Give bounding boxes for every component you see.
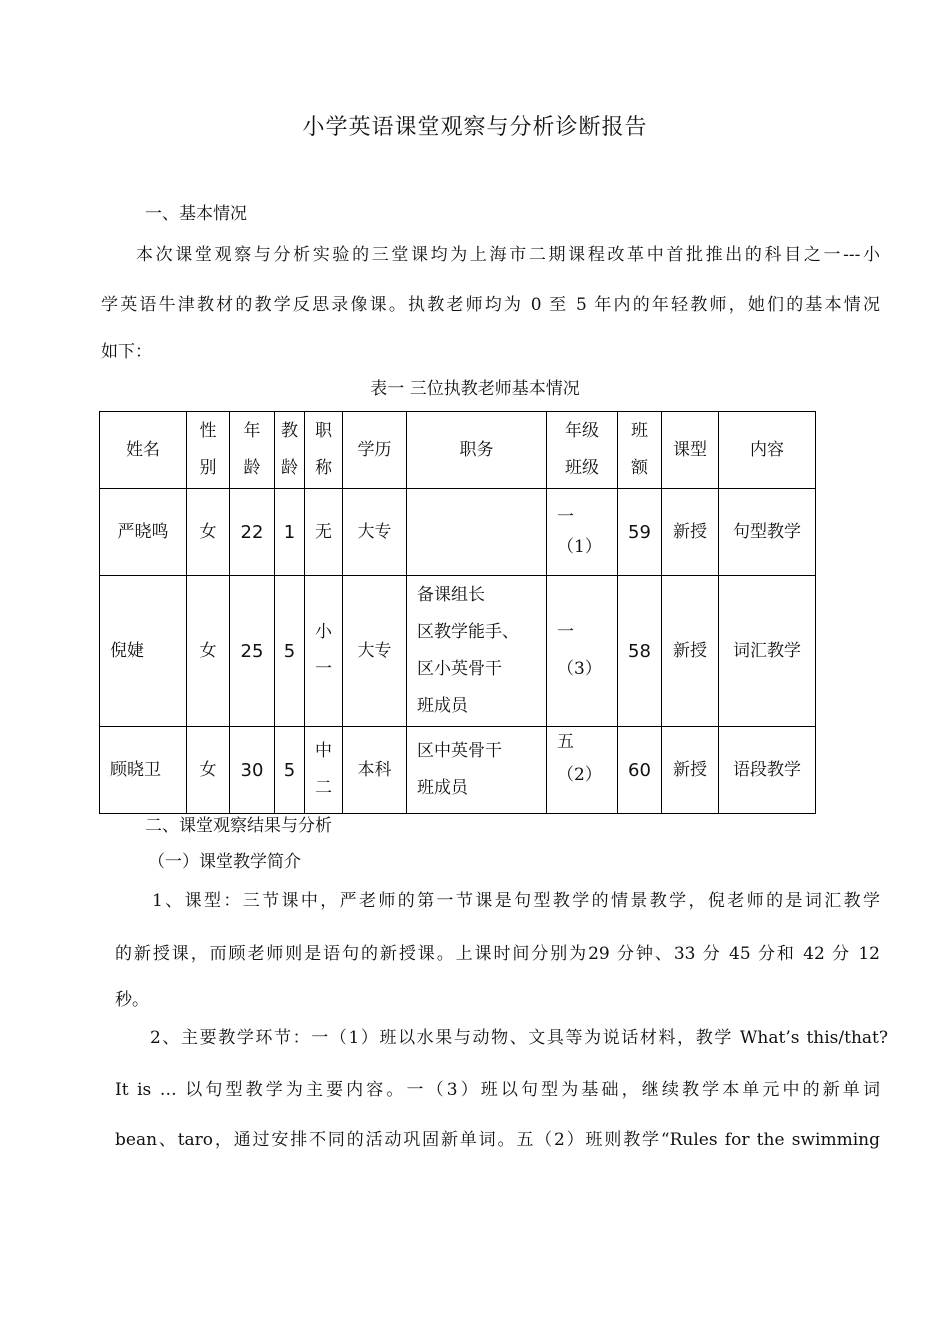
cell-position-3: 区小英骨干	[417, 659, 502, 679]
cell-grade-2: （1）	[557, 537, 602, 557]
header-education: 学历	[343, 412, 407, 489]
paragraph-line: 如下：	[101, 342, 152, 362]
cell-teach-age: 5	[275, 576, 305, 727]
cell-title	[305, 727, 343, 814]
section-heading-observation: 二、课堂观察结果与分析	[145, 816, 332, 836]
paragraph-line: 2、主要教学环节：一（1）班以水果与动物、文具等为说话材料，教学 What’s this/that?	[150, 1028, 888, 1048]
header-teach-age-1: 教	[281, 421, 298, 441]
cell-grade	[547, 727, 618, 814]
cell-age: 30	[230, 727, 275, 814]
header-gender-2: 别	[199, 458, 217, 478]
table-row	[100, 489, 816, 576]
cell-grade-1: 五	[557, 732, 574, 752]
header-age-1: 年	[243, 421, 261, 441]
header-name: 姓名	[100, 412, 187, 489]
cell-name: 严晓鸣	[100, 489, 187, 576]
page-title: 小学英语课堂观察与分析诊断报告	[302, 115, 648, 140]
cell-age: 25	[230, 576, 275, 727]
table-row	[100, 576, 816, 727]
header-lesson-type: 课型	[662, 412, 719, 489]
cell-name: 倪婕	[100, 576, 187, 727]
cell-grade-2: （3）	[557, 659, 602, 679]
cell-title-1: 中	[315, 741, 332, 761]
cell-size: 58	[618, 576, 662, 727]
cell-position-1: 备课组长	[417, 585, 485, 605]
cell-title-2: 二	[315, 778, 332, 798]
header-size	[618, 412, 662, 489]
cell-teach-age: 1	[275, 489, 305, 576]
cell-name: 顾晓卫	[100, 727, 187, 814]
cell-size: 60	[618, 727, 662, 814]
header-grade	[547, 412, 618, 489]
cell-teach-age: 5	[275, 727, 305, 814]
paragraph-line: 学英语牛津教材的教学反思录像课。执教老师均为 0 至 5 年内的年轻教师，她们的基本情况	[101, 295, 880, 315]
cell-gender: 女	[187, 489, 230, 576]
cell-education: 本科	[343, 727, 407, 814]
cell-grade-2: （2）	[557, 765, 602, 785]
header-title-2: 称	[315, 458, 332, 478]
header-age-2: 龄	[243, 458, 261, 478]
cell-title	[305, 576, 343, 727]
cell-position-2: 区教学能手、	[417, 622, 519, 642]
cell-content: 句型教学	[719, 489, 816, 576]
cell-lesson-type: 新授	[662, 576, 719, 727]
cell-position-2: 班成员	[417, 778, 468, 798]
cell-size: 59	[618, 489, 662, 576]
table-row	[100, 727, 816, 814]
section-heading-basic: 一、基本情况	[145, 204, 247, 224]
header-gender	[187, 412, 230, 489]
cell-title-1: 小	[315, 622, 332, 642]
header-grade-1: 年级	[565, 421, 599, 441]
cell-title: 无	[305, 489, 343, 576]
header-age	[230, 412, 275, 489]
cell-education: 大专	[343, 576, 407, 727]
cell-gender: 女	[187, 727, 230, 814]
cell-lesson-type: 新授	[662, 727, 719, 814]
header-size-2: 额	[631, 458, 648, 478]
cell-lesson-type: 新授	[662, 489, 719, 576]
header-gender-1: 性	[199, 421, 217, 441]
teacher-info-table	[99, 411, 816, 814]
paragraph-line: It is … 以句型教学为主要内容。一（3）班以句型为基础，继续教学本单元中的新单词	[115, 1080, 880, 1100]
table-caption: 表一 三位执教老师基本情况	[370, 379, 580, 399]
paragraph-line: 本次课堂观察与分析实验的三堂课均为上海市二期课程改革中首批推出的科目之一---小	[136, 245, 880, 265]
subsection-heading: （一）课堂教学简介	[148, 852, 301, 872]
header-title	[305, 412, 343, 489]
cell-education: 大专	[343, 489, 407, 576]
header-teach-age-2: 龄	[281, 458, 298, 478]
cell-content: 语段教学	[719, 727, 816, 814]
header-position: 职务	[407, 412, 547, 489]
cell-position	[407, 727, 547, 814]
cell-title-2: 一	[315, 659, 332, 679]
paragraph-line: 的新授课，而顾老师则是语句的新授课。上课时间分别为29 分钟、33 分 45 分和 42 分 12	[115, 944, 880, 964]
cell-position	[407, 489, 547, 576]
table-header-row	[100, 412, 816, 489]
cell-position	[407, 576, 547, 727]
cell-grade	[547, 576, 618, 727]
cell-position-1: 区中英骨干	[417, 741, 502, 761]
header-title-1: 职	[315, 421, 332, 441]
cell-age: 22	[230, 489, 275, 576]
cell-grade-1: 一	[557, 622, 574, 642]
cell-content: 词汇教学	[719, 576, 816, 727]
header-size-1: 班	[631, 421, 648, 441]
cell-position-4: 班成员	[417, 696, 468, 716]
paragraph-line: 秒。	[115, 990, 149, 1010]
paragraph-line: 1、课型：三节课中，严老师的第一节课是句型教学的情景教学，倪老师的是词汇教学	[152, 891, 880, 911]
cell-gender: 女	[187, 576, 230, 727]
header-grade-2: 班级	[565, 458, 599, 478]
header-content: 内容	[719, 412, 816, 489]
cell-grade	[547, 489, 618, 576]
header-teach-age	[275, 412, 305, 489]
paragraph-line: bean、taro，通过安排不同的活动巩固新单词。五（2）班则教学“Rules for the swimming	[115, 1130, 880, 1150]
cell-grade-1: 一	[557, 507, 574, 527]
